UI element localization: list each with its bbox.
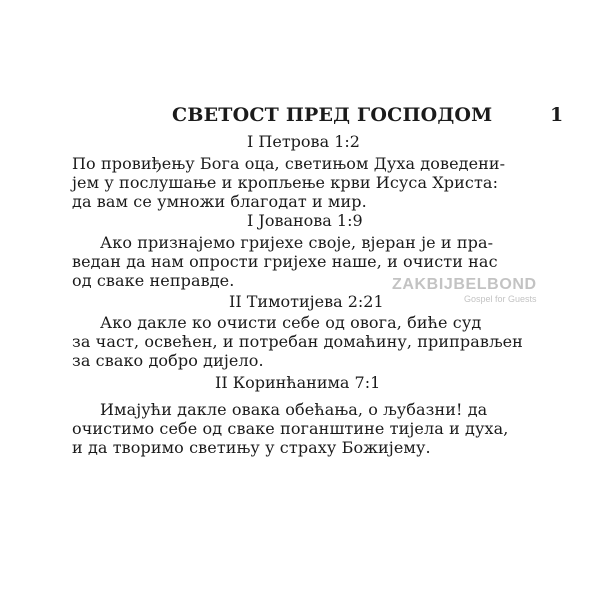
- verse-line: од сваке неправде.: [72, 271, 235, 290]
- verse-reference: I Петрова 1:2: [247, 132, 360, 151]
- verse-line: Ако признајемо гријехе своје, вјеран је и пра-: [100, 233, 494, 252]
- page-title: СВЕТОСТ ПРЕД ГОСПОДОМ: [172, 104, 493, 126]
- watermark-tagline: Gospel for Guests: [464, 294, 537, 304]
- verse-line: за част, освећен, и потребан домаћину, приправљен: [72, 332, 523, 351]
- verse-line: очистимо себе од сваке поганштине тијела и духа,: [72, 419, 509, 438]
- verse-line: ведан да нам опрости гријехе наше, и очисти нас: [72, 252, 498, 271]
- verse-line: Ако дакле ко очисти себе од овога, биће суд: [100, 313, 482, 332]
- verse-line: Имајући дакле овака обећања, о љубазни! да: [100, 400, 488, 419]
- verse-line: и да творимо светињу у страху Божијему.: [72, 438, 431, 457]
- page-number: 1: [550, 104, 564, 126]
- watermark-logo: [392, 276, 537, 304]
- watermark-brand: ZAKBIJBELBOND: [392, 276, 537, 293]
- verse-reference: II Коринћанима 7:1: [215, 373, 381, 392]
- verse-line: По провиђењу Бога оца, светињом Духа доведени-: [72, 154, 506, 173]
- verse-reference: II Тимотијева 2:21: [229, 292, 384, 311]
- verse-line: јем у послушање и кропљење крви Исуса Христа:: [72, 173, 499, 192]
- verse-reference: I Јованова 1:9: [247, 211, 363, 230]
- verse-line: да вам се умножи благодат и мир.: [72, 192, 367, 211]
- verse-line: за свако добро дијело.: [72, 351, 264, 370]
